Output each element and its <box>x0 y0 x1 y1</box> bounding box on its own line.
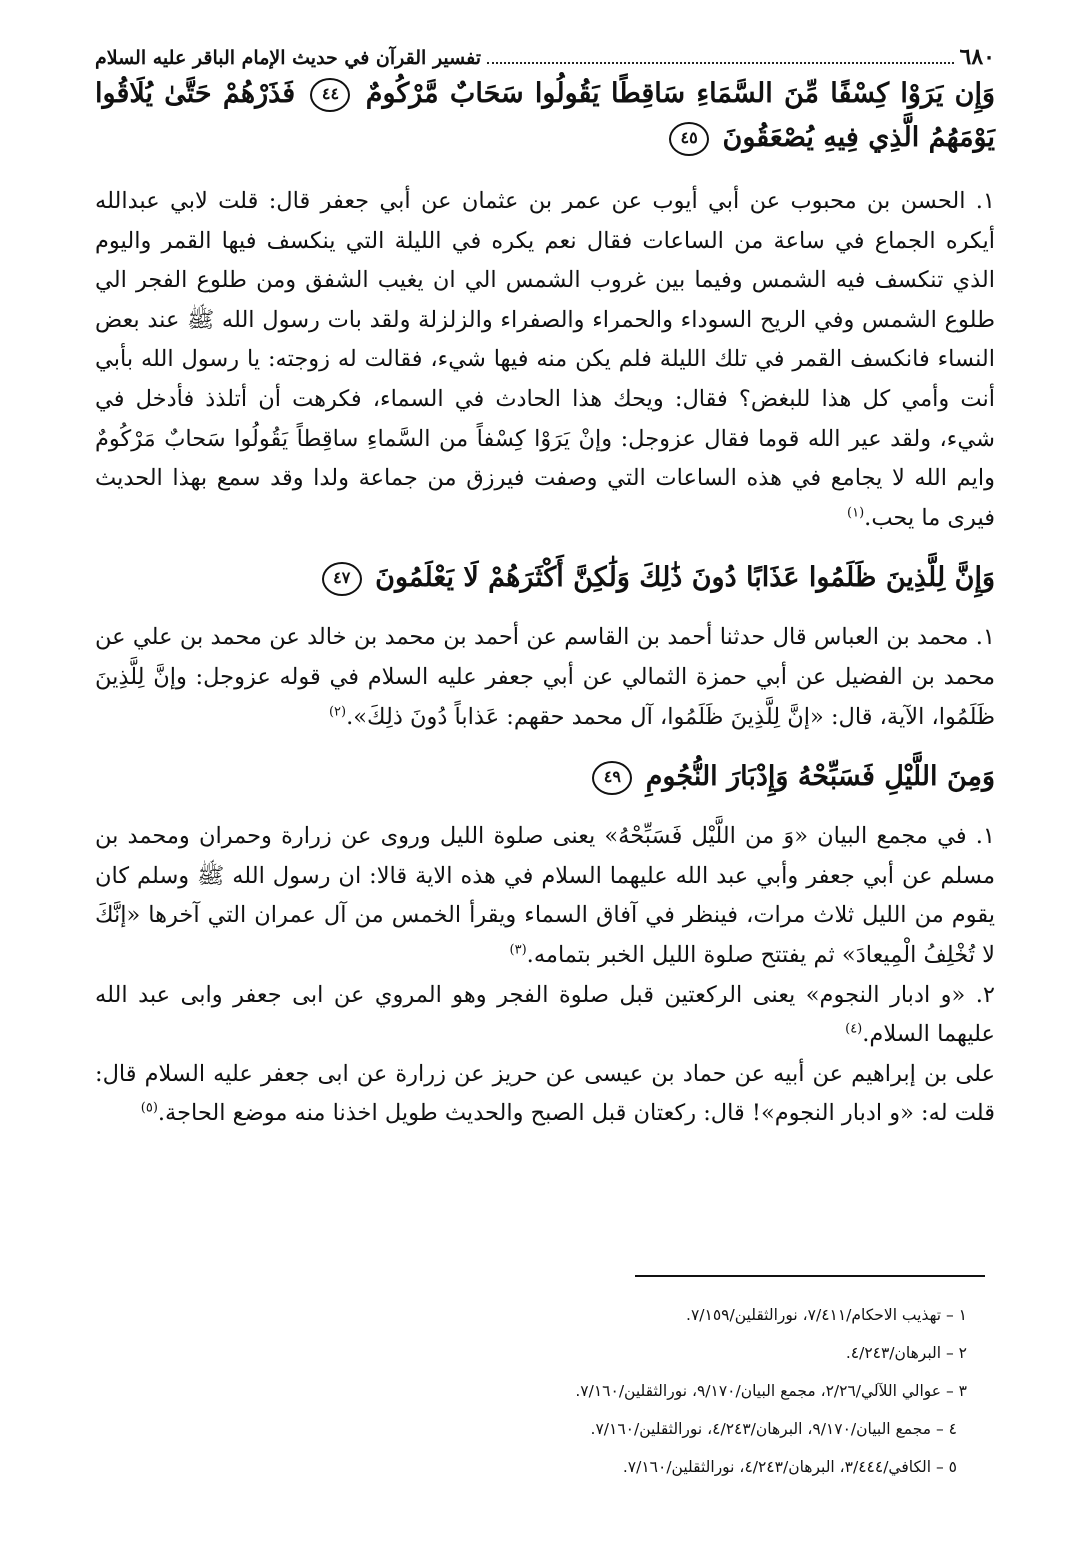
running-title: تفسير القرآن في حديث الإمام الباقر عليه السلام <box>95 47 482 69</box>
quran-verse-47 <box>95 556 995 600</box>
footnote-separator <box>635 1275 985 1277</box>
footnotes <box>95 1296 985 1486</box>
footnote-item: ٤ – مجمع البيان/٩/١٧٠، البرهان/٤/٢٤٣، نورالثقلين/٧/١٦٠. <box>590 1420 957 1438</box>
footnote-reference: (٥) <box>140 1100 158 1116</box>
paragraph-text: ٢. «و ادبار النجوم» يعنى الركعتين قبل صلوة الفجر وهو المروي عن ابى جعفر وابى عبد الله عليهما السلام. <box>95 981 995 1048</box>
hadith-paragraph <box>95 182 995 538</box>
footnote-reference: (٤) <box>845 1021 863 1037</box>
hadith-paragraph <box>95 618 995 737</box>
footnote-reference: (١) <box>847 505 865 521</box>
ayah-number-marker: ٤٥ <box>669 122 709 156</box>
paragraph-text: ١. في مجمع البيان «وَ من اللَّيْل فَسَبِّحْهُ» يعنى صلوة الليل وروى عن زرارة وحمران ومحمد بن مسلم عن أبي جعفر وأبي عبد الله عليهما السلام في هذه الاية قالا: ان رسول الله ﷺ وسلم كان يقوم من الليل ثلاث مرات، فينظر في آفاق السماء ويقرأ الخمس من آل عمران التي آخرها «إنَّكَ لا تُخْلِفُ الْمِيعادَ» ثم يفتتح صلوة الليل الخبر بتمامه. <box>95 823 995 968</box>
quran-verse-44-45 <box>95 72 995 160</box>
paragraph-text: ١. محمد بن العباس قال حدثنا أحمد بن القاسم عن أحمد بن محمد بن خالد عن محمد بن علي عن محمد بن الفضيل عن أبي حمزة الثمالي عن أبي جعفر عليه السلام في قوله عزوجل: وإنَّ لِلَّذِينَ ظَلَمُوا، الآية، قال: «إنَّ لِلَّذِينَ ظَلَمُوا، آل محمد حقهم: عَذاباً دُونَ ذلِكَ». <box>95 624 995 730</box>
page-body <box>95 44 995 1134</box>
footnote-item: ١ – تهذيب الاحكام/٧/٤١١، نورالثقلين/٧/١٥٩. <box>686 1306 967 1324</box>
hadith-paragraph <box>95 1055 995 1134</box>
ayah-number-marker: ٤٤ <box>310 78 350 112</box>
ayah-number-marker: ٤٩ <box>592 761 632 795</box>
verse-text: وَمِنَ اللَّيْلِ فَسَبِّحْهُ وَإِدْبَارَ النُّجُومِ <box>645 761 995 793</box>
paragraph-text: ١. الحسن بن محبوب عن أبي أيوب عن عمر بن عثمان عن أبي جعفر قال: قلت لابي عبدالله أيكره الجماع في ساعة من الساعات فقال نعم يكره في الليلة التي ينكسف فيها القمر واليوم الذي تنكسف فيه الشمس وفيما بين غروب الشمس الي ان يغيب الشفق ومن طلوع الفجر الي طلوع الشمس وفي الريح السوداء والحمراء والصفراء والزلزلة ولقد بات رسول الله ﷺ عند بعض النساء فانكسف القمر في تلك الليلة فلم يكن منه فيها شيء، فقالت له زوجته: يا رسول الله بأبي أنت وأمي كل هذا للبغض؟ فقال: ويحك هذا الحادث في السماء، فكرهت أن أتلذذ فأدخل في شيء، ولقد عير الله قوما فقال عزوجل: وإنْ يَرَوْا كِسْفاً من السَّماءِ ساقِطاً يَقُولُوا سَحابٌ مَرْكُومٌ وايم الله لا يجامع في هذه الساعات التي وصفت فيرزق من جماعة ولدا وقد سمع بهذا الحديث فيرى ما يحب. <box>95 188 995 531</box>
verse-text: وَإِن يَرَوْا كِسْفًا مِّنَ السَّمَاءِ سَاقِطًا يَقُولُوا سَحَابٌ مَّرْكُومٌ <box>365 78 995 109</box>
footnote-item: ٥ – الكافي/٣/٤٤٤، البرهان/٤/٢٤٣، نورالثقلين/٧/١٦٠. <box>622 1458 957 1476</box>
footnote-item: ٣ – عوالي اللآلي/٢/٢٦، مجمع البيان/٩/١٧٠، نورالثقلين/٧/١٦٠. <box>575 1382 967 1400</box>
header-leader-dots <box>487 61 954 64</box>
footnote-reference: (٢) <box>328 704 347 720</box>
quran-verse-49 <box>95 755 995 799</box>
footnote-item: ٢ – البرهان/٤/٢٤٣. <box>845 1344 967 1362</box>
ayah-number-marker: ٤٧ <box>322 562 362 596</box>
verse-text: وَإِنَّ لِلَّذِينَ ظَلَمُوا عَذَابًا دُونَ ذَٰلِكَ وَلَٰكِنَّ أَكْثَرَهُمْ لَا يَعْلَمُونَ <box>375 562 995 594</box>
running-header <box>95 44 995 72</box>
page-number: ٦٨٠ <box>959 44 995 70</box>
footnote-reference: (٣) <box>509 942 527 958</box>
hadith-paragraph <box>95 817 995 975</box>
verse-text-continued: فَذَرْهُمْ حَتَّىٰ يُلَاقُوا يَوْمَهُمُ الَّذِي فِيهِ يُصْعَقُونَ <box>95 78 995 153</box>
paragraph-text: على بن إبراهيم عن أبيه عن حماد بن عيسى عن حريز عن زرارة عن ابى جعفر عليه السلام قال: قلت له: «و ادبار النجوم»! قال: ركعتان قبل الصبح والحديث طويل اخذنا منه موضع الحاجة. <box>95 1060 995 1127</box>
hadith-paragraph <box>95 976 995 1055</box>
